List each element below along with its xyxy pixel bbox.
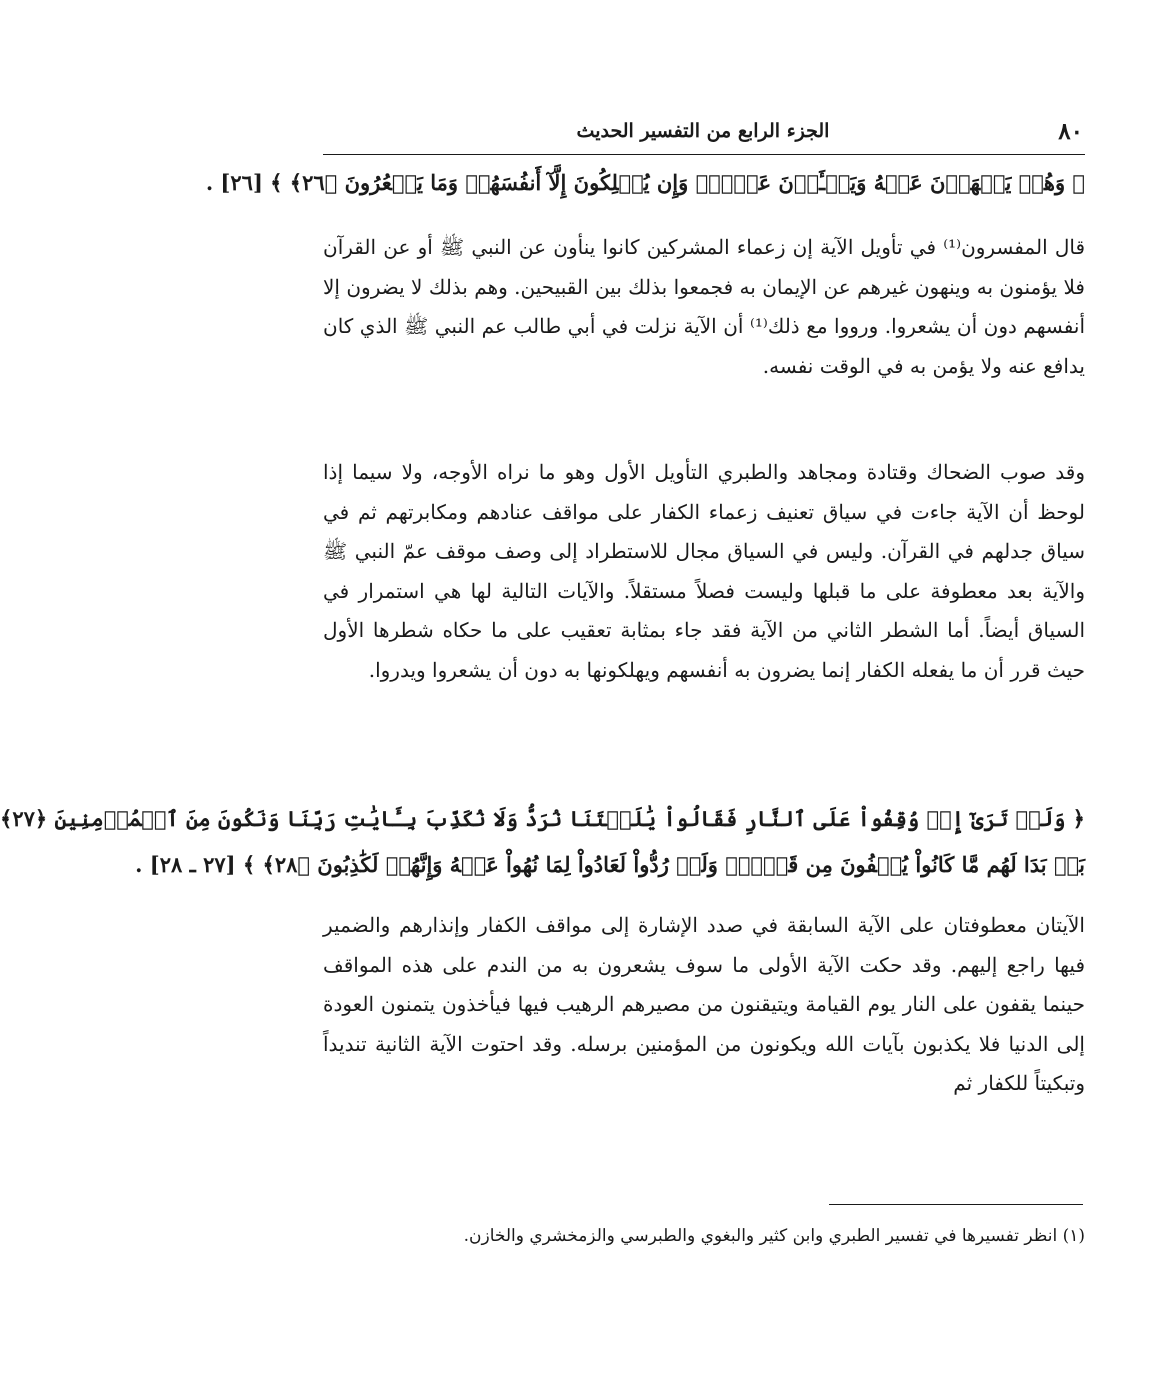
- paragraph-two-verses: الآيتان معطوفتان على الآية السابقة في صدد الإشارة إلى مواقف الكفار وإنذارهم والضمير فيها راجع إليهم. وقد حكت الآية الأولى ما سوف يشعرون به من الندم على هذه المواقف حينما يقفون على النار يوم القيامة ويتيقنون من مصيرهم الرهيب فيها فيأخذون يتمنون العودة إلى الدنيا فلا يكذبون بآيات الله ويكونون من المؤمنين برسله. وقد احتوت الآية الثانية تنديداً وتبكيتاً للكفار ثم: [323, 913, 1086, 1095]
- quran-verse-27: ﴿ وَلَوۡ تَرَىٰٓ إِذۡ وُقِفُواْ عَلَى ٱلنَّارِ فَقَالُواْ يَٰلَيۡتَنَا نُرَدُّ وَلَا نُكَذِّبَ بِـَٔايَٰتِ رَبِّنَا وَنَكُونَ مِنَ ٱلۡمُؤۡمِنِينَ ﴿٢٧﴾: [0, 806, 1085, 831]
- quran-verse-26: ﴿ وَهُمۡ يَنۡهَوۡنَ عَنۡهُ وَيَنۡـَٔوۡنَ عَنۡهُۖ وَإِن يُهۡلِكُونَ إِلَّآ أَنفُسَهُمۡ وَمَا يَشۡعُرُونَ ﴿٢٦﴾ ﴾ [٢٦] .: [205, 170, 1085, 195]
- paragraph-preferred-interpretation: وقد صوب الضحاك وقتادة ومجاهد والطبري التأويل الأول وهو ما نراه الأوجه، ولا سيما إذا لوحظ أن الآية جاءت في سياق تعنيف زعماء الكفار على مواقف عنادهم ومكابرتهم ثم في سياق جدلهم في القرآن. وليس في السياق مجال للاستطراد إلى وصف موقف عمّ النبي ﷺ والآية بعد معطوفة على ما قبلها وليست فصلاً مستقلاً. والآيات التالية لها هي استمرار في السياق أيضاً. أما الشطر الثاني من الآية فقد جاء بمثابة تعقيب على ما حكاه شطرها الأول حيث قرر أن ما يفعله الكفار إنما يضرون به أنفسهم ويهلكونها به دون أن يشعروا ويدروا.: [323, 460, 1085, 682]
- paragraph-commentators: قال المفسرون⁽¹⁾ في تأويل الآية إن زعماء المشركين كانوا ينأون عن النبي ﷺ أو عن القرآن فلا يؤمنون به وينهون غيرهم عن الإيمان به فجمعوا بذلك بين القبيحين. وهم بذلك لا يضرون إلا أنفسهم دون أن يشعروا. ورووا مع ذلك⁽¹⁾ أن الآية نزلت في أبي طالب عم النبي ﷺ الذي كان يدافع عنه ولا يؤمن به في الوقت نفسه.: [323, 235, 1085, 378]
- running-title: الجزء الرابع من التفسير الحديث: [576, 120, 830, 142]
- footnote: (١) انظر تفسيرها في تفسير الطبري وابن كثير والبغوي والطبرسي والزمخشري والخازن.: [463, 1226, 1085, 1246]
- footnote-divider: [829, 1204, 1083, 1205]
- header-divider: [323, 154, 1085, 155]
- page-header: [323, 116, 1083, 150]
- quran-verse-28: بَلۡ بَدَا لَهُم مَّا كَانُواْ يُخۡفُونَ مِن قَبۡلُۖ وَلَوۡ رُدُّواْ لَعَادُواْ لِمَا نُهُواْ عَنۡهُ وَإِنَّهُمۡ لَكَٰذِبُونَ ﴿٢٨﴾ ﴾ [٢٧ ـ ٢٨] .: [135, 852, 1085, 877]
- page-number: ٨٠: [1058, 118, 1083, 145]
